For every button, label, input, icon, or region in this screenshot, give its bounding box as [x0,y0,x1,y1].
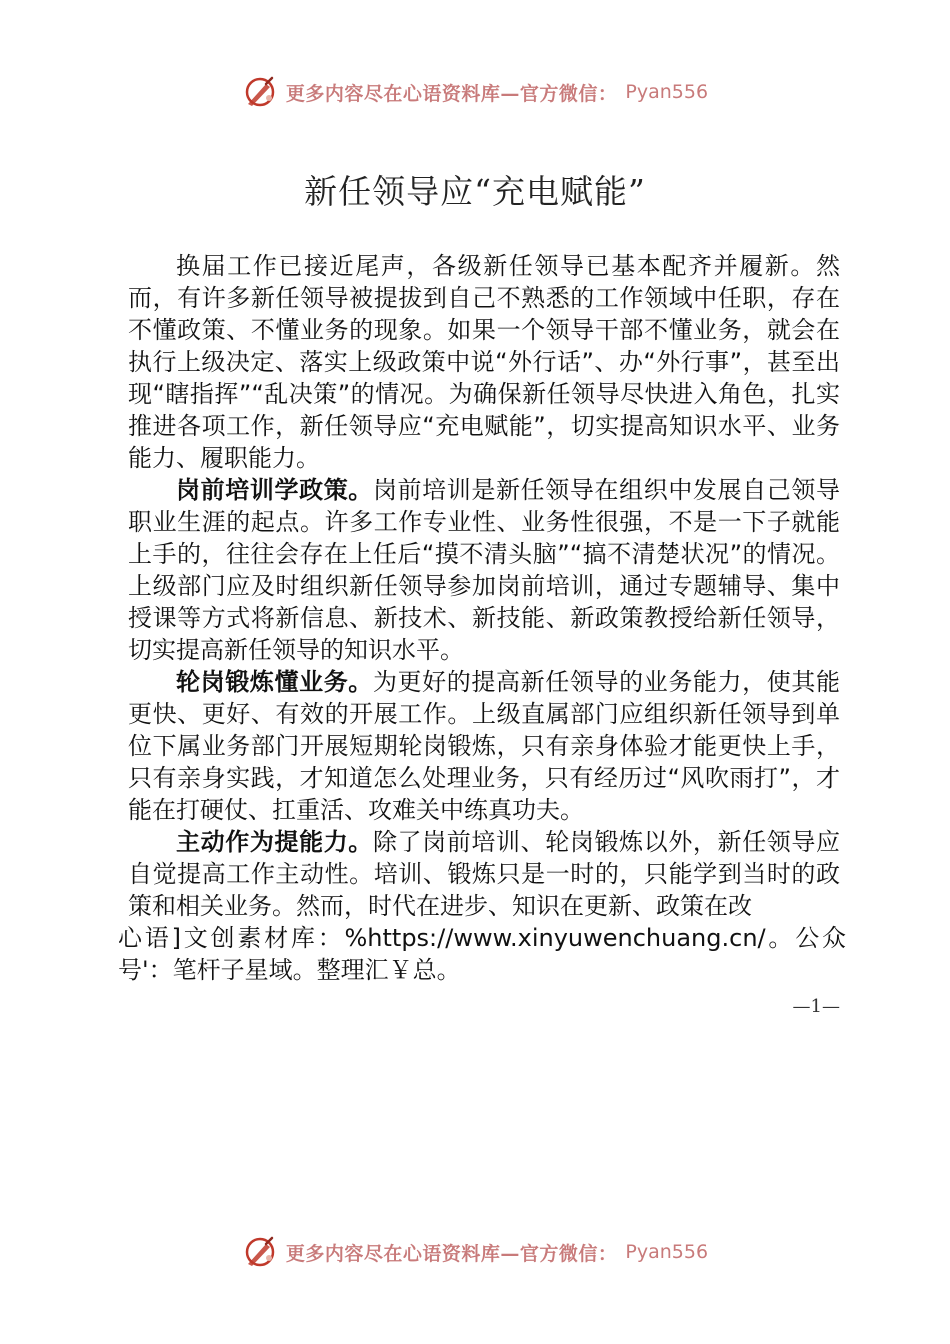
document-body [118,250,846,986]
paragraph-lead: 主动作为提能力。 [176,828,373,856]
paragraph-text: 为更好的提高新任领导的业务能力，使其能更快、更好、有效的开展工作。上级直属部门应组织新任领导到单位下属业务部门开展短期轮岗锻炼，只有亲身体验才能更快上手，只有亲身实践，才知道怎么处理业务，只有经历过“风吹雨打”，才能在打硬仗、扛重活、攻难关中练真功夫。 [128,668,841,824]
document-title: 新任领导应“充电赋能” [304,172,646,211]
banner-wechat-id: Pyan556 [625,1241,709,1263]
paragraph-intro [128,250,840,474]
paragraph-text: 岗前培训是新任领导在组织中发展自己领导职业生涯的起点。许多工作专业性、业务性很强，不是一下子就能上手的，往往会存在上任后“摸不清头脑”“搞不清楚状况”的情况。上级部门应及时组织新任领导参加岗前培训，通过专题辅导、集中授课等方式将新信息、新技术、新技能、新政策教授给新任领导，切实提高新任领导的知识水平。 [128,476,841,664]
banner-text: 更多内容尽在心语资料库—官方微信： [285,82,618,105]
watermark-tail-text: 心语]文创素材库：%https://www.xinyuwenchuang.cn/。公众号'：笔杆子星域。整理汇￥总。 [118,924,846,984]
paragraph-training [128,474,840,666]
banner-wechat-id: Pyan556 [625,81,709,103]
paragraph-text: 换届工作已接近尾声，各级新任领导已基本配齐并履新。然而，有许多新任领导被提拔到自己不熟悉的工作领域中任职，存在不懂政策、不懂业务的现象。如果一个领导干部不懂业务，就会在执行上级决定、落实上级政策中说“外行话”、办“外行事”，甚至出现“瞎指挥”“乱决策”的情况。为确保新任领导尽快进入角色，扎实推进各项工作，新任领导应“充电赋能”，切实提高知识水平、业务能力、履职能力。 [128,252,840,472]
footer-banner [0,1232,950,1272]
banner-text: 更多内容尽在心语资料库—官方微信： [285,1242,618,1265]
page-number: —1— [792,996,840,1017]
paragraph-text: 除了岗前培训、轮岗锻炼以外，新任领导应自觉提高工作主动性。培训、锻炼只是一时的，只能学到当时的政策和相关业务。然而，时代在进步、知识在更新、政策在改 [128,828,841,920]
header-banner [0,72,950,112]
paragraph-lead: 轮岗锻炼懂业务。 [176,668,373,696]
paragraph-rotation [128,666,840,826]
paragraph-lead: 岗前培训学政策。 [176,476,373,504]
paragraph-initiative [128,826,840,922]
pen-circle-logo-icon [242,74,278,110]
pen-circle-logo-icon [242,1234,278,1270]
